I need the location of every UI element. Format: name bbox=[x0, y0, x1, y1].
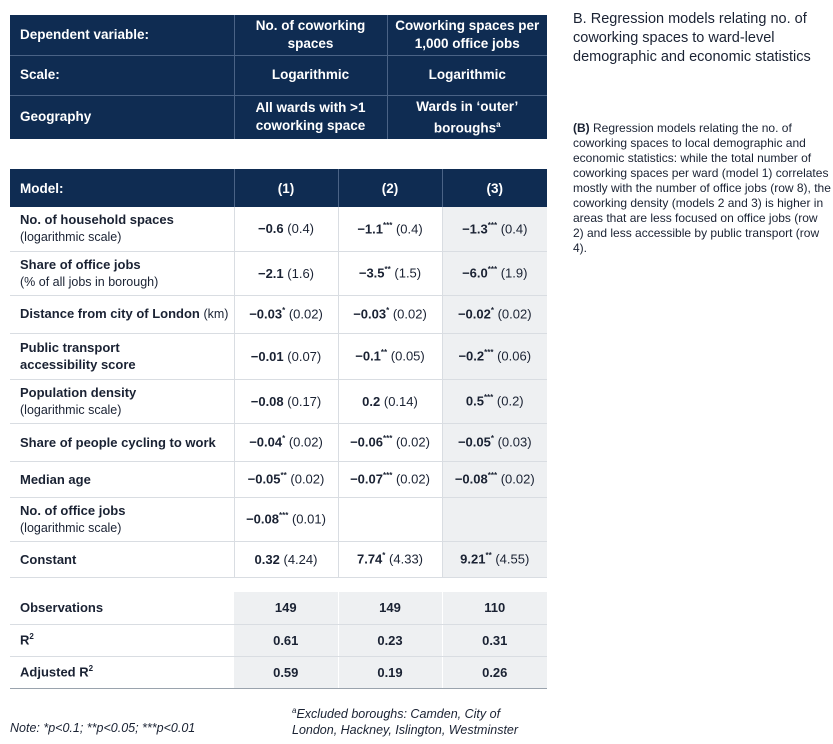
significance-stars: *** bbox=[382, 434, 393, 444]
row-label bbox=[10, 497, 234, 541]
significance-stars: ** bbox=[485, 551, 492, 561]
coefficient-cell bbox=[442, 379, 547, 423]
row-label-main: Population density bbox=[20, 384, 137, 400]
header-cell: Coworking spaces per 1,000 office jobs bbox=[387, 15, 547, 55]
row-label bbox=[10, 423, 234, 461]
coefficient-cell bbox=[234, 333, 338, 379]
coefficient-value: 0.5 bbox=[465, 393, 484, 409]
standard-error: (1.5) bbox=[394, 265, 422, 281]
stats-label bbox=[10, 624, 234, 656]
header-cell: No. of coworking spaces bbox=[234, 15, 387, 55]
row-label-main: Share of people cycling to work bbox=[20, 434, 216, 450]
stats-value: 0.23 bbox=[338, 624, 442, 656]
panel-title: B. Regression models relating no. of coworking spaces to ward-level demographic and economic statistics bbox=[573, 11, 811, 65]
standard-error: (0.03) bbox=[497, 434, 532, 450]
significance-note: Note: *p<0.1; **p<0.05; ***p<0.01 bbox=[10, 721, 196, 735]
stats-label-text: Observations bbox=[20, 600, 104, 616]
coefficient-value: −0.1 bbox=[355, 348, 381, 364]
footnote-marker: a bbox=[496, 119, 501, 129]
coefficient-cell bbox=[234, 251, 338, 295]
standard-error: (0.07) bbox=[287, 348, 322, 364]
coefficient-value: −0.06 bbox=[350, 434, 383, 450]
standard-error: (1.9) bbox=[500, 265, 528, 281]
coefficient-cell bbox=[338, 541, 442, 577]
coefficient-cell bbox=[234, 461, 338, 497]
model-header-cell: (2) bbox=[338, 169, 442, 207]
table-row bbox=[10, 379, 547, 423]
row-label bbox=[10, 295, 234, 333]
row-label-sub: (logarithmic scale) bbox=[20, 520, 122, 535]
stats-value: 149 bbox=[338, 592, 442, 624]
header-table bbox=[10, 15, 547, 139]
coefficient-value: 7.74 bbox=[356, 551, 383, 567]
row-label bbox=[10, 541, 234, 577]
coefficient-cell bbox=[442, 207, 547, 251]
row-label-main: No. of household spaces bbox=[20, 212, 174, 228]
standard-error: (0.02) bbox=[395, 434, 430, 450]
table-row bbox=[10, 333, 547, 379]
caption-lead: (B) bbox=[573, 121, 590, 135]
standard-error: (4.55) bbox=[495, 551, 530, 567]
standard-error: (4.24) bbox=[283, 551, 318, 567]
stats-row bbox=[10, 624, 547, 656]
stats-row bbox=[10, 592, 547, 624]
model-header-cell: (3) bbox=[442, 169, 547, 207]
standard-error: (0.14) bbox=[383, 393, 418, 409]
row-label-main: Public transport bbox=[20, 340, 120, 355]
row-label-sub: (logarithmic scale) bbox=[20, 230, 122, 245]
coefficient-cell bbox=[338, 251, 442, 295]
panel-caption bbox=[573, 121, 831, 256]
header-row-dependent-variable bbox=[10, 15, 547, 55]
stats-value: 0.61 bbox=[234, 624, 338, 656]
row-label-main: Distance from city of London bbox=[20, 306, 200, 321]
row-label-main: No. of office jobs bbox=[20, 502, 126, 518]
coefficient-cell bbox=[442, 251, 547, 295]
significance-stars: * bbox=[386, 306, 390, 316]
coefficient-value: −0.07 bbox=[350, 471, 383, 487]
coefficient-value: −3.5 bbox=[358, 265, 385, 281]
stats-value: 0.19 bbox=[338, 656, 442, 688]
coefficient-cell bbox=[234, 379, 338, 423]
row-label-main: Constant bbox=[20, 551, 77, 567]
header-label: Dependent variable: bbox=[10, 15, 234, 55]
caption-text: Regression models relating the no. of coworking spaces to local demographic and economic statistics: while the total number of coworking spaces per ward (model 1) correlates mostly with the number of office jobs (row 8), the coworking density (models 2 and 3) is higher in areas that are less focused on office jobs (row 2) and less accessible by public transport (row 4). bbox=[573, 121, 831, 255]
coefficient-cell bbox=[338, 423, 442, 461]
significance-stars: ** bbox=[280, 471, 287, 481]
standard-error: (0.02) bbox=[288, 434, 323, 450]
coefficient-value: −0.04 bbox=[249, 434, 283, 450]
coefficient-value: −0.02 bbox=[457, 306, 491, 322]
coefficient-cell bbox=[442, 295, 547, 333]
table-row bbox=[10, 461, 547, 497]
header-cell-text: Wards in ‘outer’ boroughs bbox=[416, 98, 519, 135]
model-header-row bbox=[10, 169, 547, 207]
table-row bbox=[10, 423, 547, 461]
significance-stars: * bbox=[490, 434, 494, 444]
stats-label-text: R bbox=[20, 632, 30, 648]
standard-error: (0.4) bbox=[287, 221, 315, 237]
header-label: Geography bbox=[20, 109, 92, 125]
header-label: Scale: bbox=[10, 55, 234, 95]
coefficient-cell bbox=[338, 497, 442, 541]
significance-stars: *** bbox=[382, 471, 393, 481]
coefficient-cell bbox=[338, 461, 442, 497]
coefficient-cell bbox=[442, 423, 547, 461]
row-label bbox=[10, 207, 234, 251]
stats-value: 110 bbox=[442, 592, 547, 624]
coefficient-value: 9.21 bbox=[460, 551, 486, 567]
header-cell: Logarithmic bbox=[234, 55, 387, 95]
significance-stars: *** bbox=[487, 221, 498, 231]
table-row bbox=[10, 295, 547, 333]
row-label-main: accessibility score bbox=[20, 357, 136, 372]
stats-row bbox=[10, 656, 547, 688]
coefficient-cell bbox=[338, 333, 442, 379]
standard-error: (0.02) bbox=[290, 471, 325, 487]
coefficient-cell bbox=[338, 379, 442, 423]
coefficient-value: −6.0 bbox=[462, 265, 488, 281]
row-label bbox=[10, 461, 234, 497]
stats-label bbox=[10, 656, 234, 688]
model-header-cell: (1) bbox=[234, 169, 338, 207]
row-label bbox=[10, 251, 234, 295]
coefficient-cell bbox=[442, 461, 547, 497]
coefficient-cell bbox=[234, 541, 338, 577]
significance-stars: * bbox=[490, 306, 494, 316]
significance-stars: *** bbox=[278, 511, 289, 521]
significance-stars: * bbox=[382, 551, 386, 561]
coefficient-value: −0.03 bbox=[353, 306, 387, 322]
standard-error: (0.4) bbox=[500, 221, 528, 237]
row-label-main: Share of office jobs bbox=[20, 256, 141, 272]
coefficient-value: −0.2 bbox=[458, 348, 485, 364]
coefficient-cell bbox=[338, 295, 442, 333]
standard-error: (0.02) bbox=[497, 306, 532, 322]
standard-error: (0.4) bbox=[395, 221, 423, 237]
standard-error: (0.2) bbox=[496, 393, 524, 409]
excluded-boroughs-footnote bbox=[292, 703, 542, 738]
coefficient-cell bbox=[234, 423, 338, 461]
coefficient-value: −0.05 bbox=[457, 434, 491, 450]
coefficient-cell bbox=[234, 207, 338, 251]
coefficient-value: −1.3 bbox=[462, 221, 488, 237]
coefficient-value: 0.2 bbox=[362, 393, 381, 409]
stats-value: 0.59 bbox=[234, 656, 338, 688]
model-header-label: Model: bbox=[20, 180, 64, 196]
significance-stars: * bbox=[282, 306, 286, 316]
row-label bbox=[10, 333, 234, 379]
header-cell: All wards with >1 coworking space bbox=[234, 95, 387, 139]
coefficient-cell bbox=[442, 497, 547, 541]
row-label-main: Median age bbox=[20, 471, 91, 487]
row-label-sub: (logarithmic scale) bbox=[20, 402, 122, 417]
stats-table bbox=[10, 592, 547, 689]
coefficient-value: 0.32 bbox=[254, 551, 280, 567]
coefficient-cell bbox=[338, 207, 442, 251]
footnote-text: Excluded boroughs: Camden, City of London, Hackney, Islington, Westminster bbox=[292, 707, 519, 738]
significance-stars: *** bbox=[382, 221, 393, 231]
header-cell bbox=[387, 95, 547, 139]
standard-error: (0.05) bbox=[390, 348, 425, 364]
standard-error: (0.17) bbox=[287, 393, 322, 409]
standard-error: (1.6) bbox=[287, 265, 315, 281]
coefficient-value: −0.05 bbox=[247, 471, 281, 487]
coefficient-cell bbox=[234, 295, 338, 333]
significance-stars: *** bbox=[483, 393, 494, 403]
table-row bbox=[10, 207, 547, 251]
coefficient-value: −0.08 bbox=[246, 511, 279, 527]
significance-stars: *** bbox=[484, 348, 494, 358]
coefficient-value: −0.03 bbox=[249, 306, 283, 322]
stats-value: 0.31 bbox=[442, 624, 547, 656]
coefficient-value: −0.08 bbox=[250, 393, 284, 409]
header-row-scale bbox=[10, 55, 547, 95]
significance-stars: ** bbox=[384, 265, 391, 275]
stats-label-sup: 2 bbox=[29, 632, 34, 642]
standard-error: (0.02) bbox=[288, 306, 323, 322]
standard-error: (0.02) bbox=[395, 471, 430, 487]
stats-value: 0.26 bbox=[442, 656, 547, 688]
model-table bbox=[10, 169, 547, 578]
standard-error: (0.02) bbox=[392, 306, 427, 322]
coefficient-value: −1.1 bbox=[357, 221, 383, 237]
table-row bbox=[10, 497, 547, 541]
row-label-sub: (% of all jobs in borough) bbox=[20, 274, 159, 289]
significance-stars: *** bbox=[487, 265, 498, 275]
coefficient-value: −0.08 bbox=[454, 471, 488, 487]
stats-label-text: Adjusted R bbox=[20, 664, 89, 680]
coefficient-cell bbox=[234, 497, 338, 541]
significance-stars: ** bbox=[380, 348, 388, 358]
coefficient-value: −0.6 bbox=[257, 221, 284, 237]
coefficient-cell bbox=[442, 541, 547, 577]
standard-error: (0.06) bbox=[497, 348, 532, 364]
standard-error: (0.01) bbox=[291, 511, 326, 527]
row-label-unit: (km) bbox=[203, 307, 229, 321]
standard-error: (4.33) bbox=[389, 551, 424, 567]
header-cell: Logarithmic bbox=[387, 55, 547, 95]
table-row bbox=[10, 541, 547, 577]
footnote-marker: a bbox=[292, 706, 297, 715]
coefficient-value: −0.01 bbox=[250, 348, 284, 364]
stats-value: 149 bbox=[234, 592, 338, 624]
significance-stars: *** bbox=[487, 471, 498, 481]
significance-stars: * bbox=[282, 434, 286, 444]
coefficient-value: −2.1 bbox=[257, 265, 284, 281]
header-row-geography bbox=[10, 95, 547, 139]
row-label bbox=[10, 379, 234, 423]
coefficient-cell bbox=[442, 333, 547, 379]
standard-error: (0.02) bbox=[500, 471, 535, 487]
table-row bbox=[10, 251, 547, 295]
stats-label-sup: 2 bbox=[88, 664, 94, 674]
stats-label bbox=[10, 592, 234, 624]
